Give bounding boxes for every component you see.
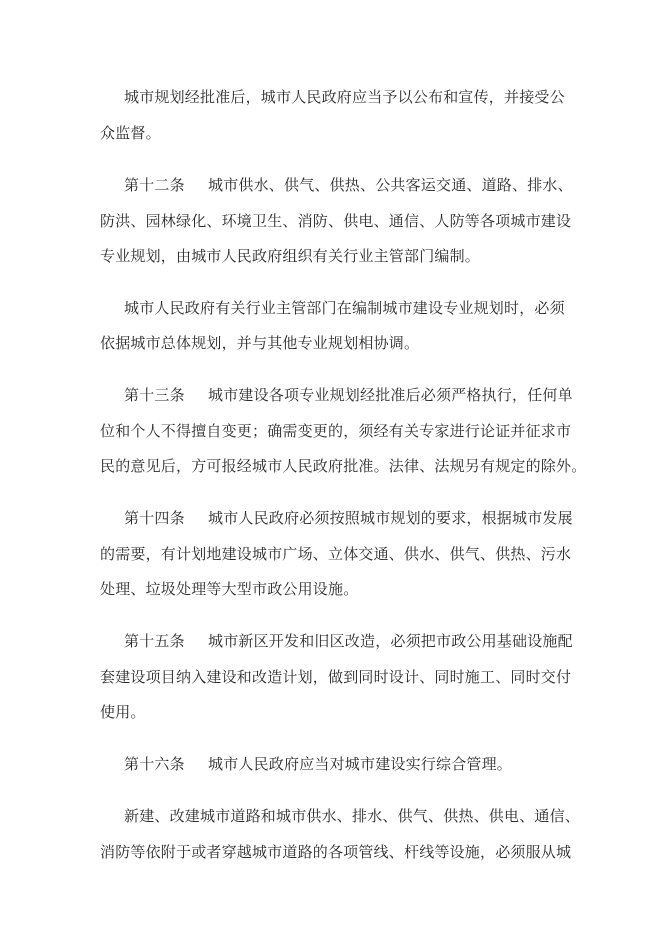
text-line: 民的意见后，方可报经城市人民政府批准。法律、法规另有规定的除外。	[100, 457, 587, 475]
text-line: 城市供水、供气、供热、公共客运交通、道路、排水、	[208, 176, 573, 194]
article-number: 第十四条	[124, 509, 185, 527]
text-line: 的需要，有计划地建设城市广场、立体交通、供水、供气、供热、污水	[100, 545, 572, 563]
text-line: 套建设项目纳入建设和改造计划，做到同时设计、同时施工、同时交付	[100, 668, 572, 686]
text-line: 城市人民政府应当对城市建设实行综合管理。	[208, 755, 513, 773]
article-16-line	[124, 754, 561, 774]
article-12-line	[124, 175, 573, 195]
text-line: 防洪、园林绿化、环境卫生、消防、供电、通信、人防等各项城市建设	[100, 212, 572, 230]
text-line: 众监督。	[100, 124, 161, 142]
text-line: 专业规划，由城市人民政府组织有关行业主管部门编制。	[100, 247, 481, 265]
text-line: 城市新区开发和旧区改造，必须把市政公用基础设施配	[208, 632, 573, 650]
text-line: 消防等依附于或者穿越城市道路的各项管线、杆线等设施，必须服从城	[100, 843, 572, 861]
text-line: 依据城市总体规划，并与其他专业规划相协调。	[100, 334, 420, 352]
text-line: 城市规划经批准后，城市人民政府应当予以公布和宣传，并接受公	[124, 88, 565, 106]
article-number: 第十五条	[124, 632, 185, 650]
text-line: 位和个人不得擅自变更；确需变更的，须经有关专家进行论证并征求市	[100, 422, 572, 440]
article-number: 第十二条	[124, 176, 185, 194]
text-line: 处理、垃圾处理等大型市政公用设施。	[100, 580, 359, 598]
article-15-line	[124, 631, 573, 651]
article-14-line	[124, 508, 573, 528]
text-line: 新建、改建城市道路和城市供水、排水、供气、供热、供电、通信、	[124, 807, 581, 825]
article-number: 第十六条	[124, 755, 185, 773]
text-line: 城市人民政府必须按照城市规划的要求，根据城市发展	[208, 509, 573, 527]
article-13-line	[124, 385, 573, 405]
text-line: 城市人民政府有关行业主管部门在编制城市建设专业规划时，必须	[124, 299, 565, 317]
text-line: 使用。	[100, 703, 146, 721]
text-line: 城市建设各项专业规划经批准后必须严格执行，任何单	[208, 386, 573, 404]
article-number: 第十三条	[124, 386, 185, 404]
